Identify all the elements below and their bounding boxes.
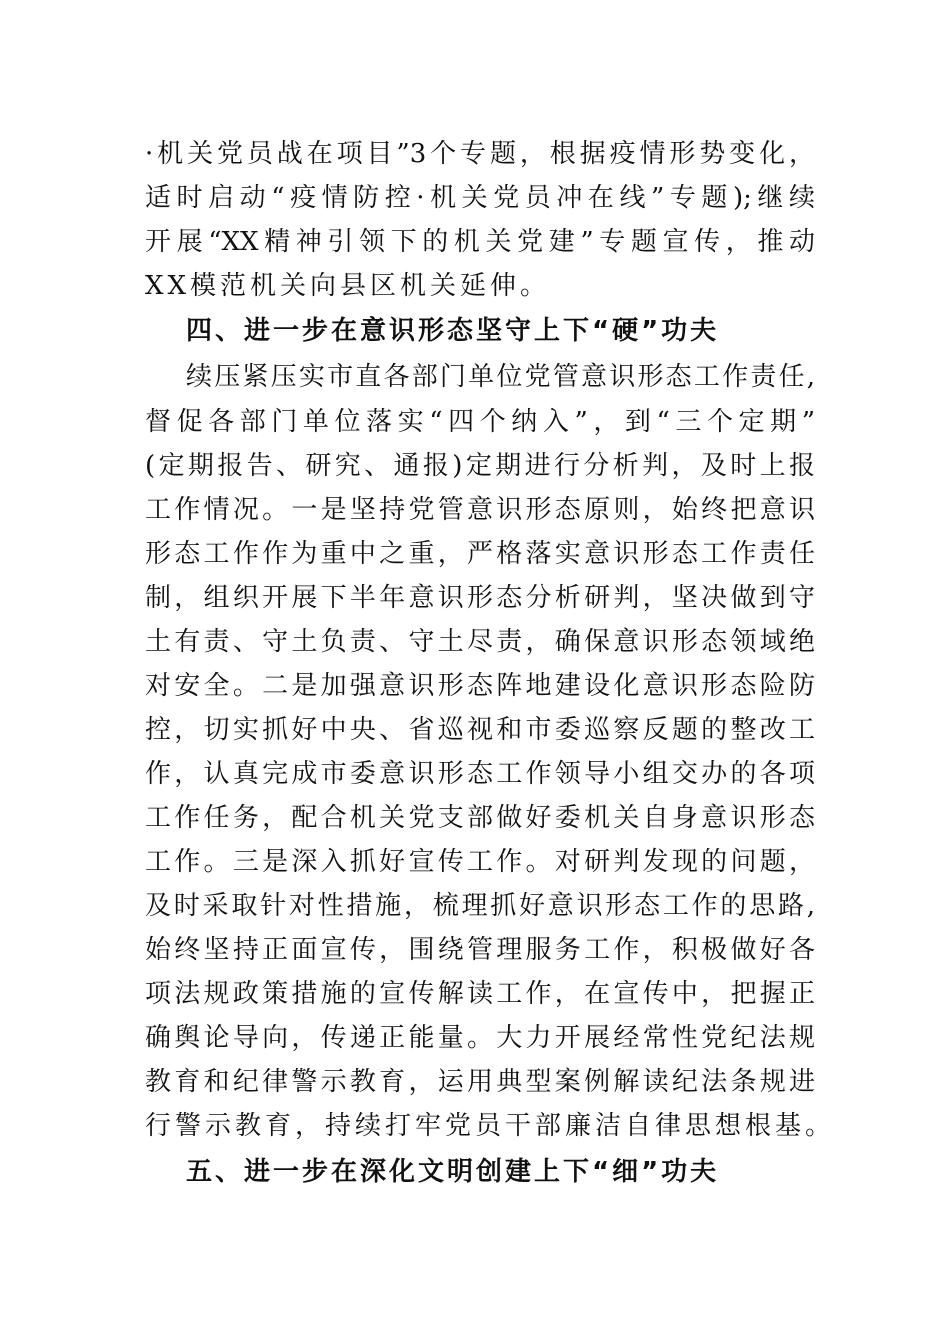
section-heading-4: 四、进一步在意识形态坚守上下“硬”功夫 bbox=[186, 316, 720, 346]
paragraph-line: 工作情况。一是坚持党管意识形态原则，始终把意识 bbox=[145, 495, 815, 525]
paragraph-line: 制，组织开展下半年意识形态分析研判，坚决做到守 bbox=[145, 583, 815, 613]
paragraph-line: ·机关党员战在项目”3个专题，根据疫情形势变化， bbox=[145, 139, 815, 169]
paragraph-line: 确舆论导向，传递正能量。大力开展经常性党纪法规 bbox=[145, 1023, 815, 1053]
paragraph-line: 工作。三是深入抓好宣传工作。对研判发现的问题， bbox=[145, 847, 815, 877]
paragraph-line: 控，切实抓好中央、省巡视和市委巡察反题的整改工 bbox=[145, 715, 815, 745]
paragraph-line: 项法规政策措施的宣传解读工作，在宣传中，把握正 bbox=[145, 979, 815, 1009]
paragraph-line: 行警示教育，持续打牢党员干部廉洁自律思想根基。 bbox=[145, 1111, 836, 1141]
paragraph-line: 及时采取针对性措施，梳理抓好意识形态工作的思路, bbox=[145, 891, 815, 921]
paragraph-line: (定期报告、研究、通报)定期进行分析判，及时上报 bbox=[145, 451, 815, 481]
section-heading-5: 五、进一步在深化文明创建上下“细”功夫 bbox=[186, 1157, 720, 1187]
paragraph-line: 土有责、守土负责、守土尽责，确保意识形态领域绝 bbox=[145, 627, 815, 657]
paragraph-line: 始终坚持正面宣传，围绕管理服务工作，积极做好各 bbox=[145, 935, 815, 965]
paragraph-line: 对安全。二是加强意识形态阵地建设化意识形态险防 bbox=[145, 671, 815, 701]
paragraph-line: 续压紧压实市直各部门单位党管意识形态工作责任, bbox=[186, 362, 815, 392]
paragraph-line: 形态工作作为重中之重，严格落实意识形态工作责任 bbox=[145, 539, 815, 569]
paragraph-line: XX模范机关向县区机关延伸。 bbox=[145, 271, 551, 301]
paragraph-line: 开展“XX精神引领下的机关党建”专题宣传，推动 bbox=[145, 227, 815, 257]
paragraph-line: 教育和纪律警示教育，运用典型案例解读纪法条规进 bbox=[145, 1067, 815, 1097]
paragraph-line: 作，认真完成市委意识形态工作领导小组交办的各项 bbox=[145, 759, 815, 789]
paragraph-line: 适时启动“疫情防控·机关党员冲在线”专题);继续 bbox=[145, 183, 815, 213]
paragraph-line: 督促各部门单位落实“四个纳入”，到“三个定期” bbox=[145, 407, 815, 437]
paragraph-line: 工作任务，配合机关党支部做好委机关自身意识形态 bbox=[145, 803, 815, 833]
